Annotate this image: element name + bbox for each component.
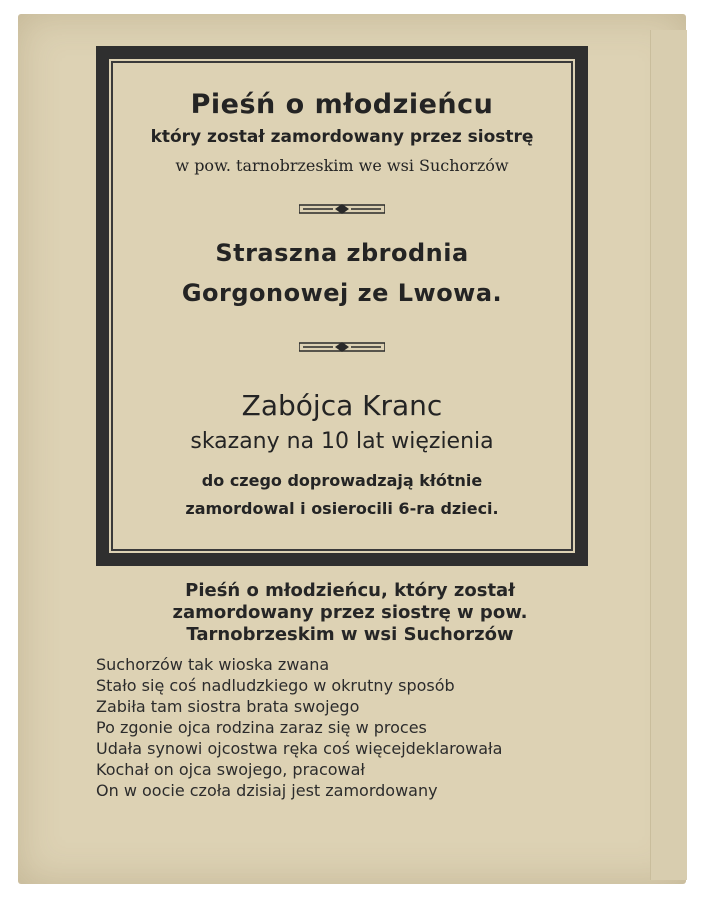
lyric-line: On w oocie czoła dzisiaj jest zamordowany — [96, 781, 438, 800]
frame-killer-name: Zabójca Kranc — [241, 389, 443, 422]
song-heading-line: zamordowany przez siostrę w pow. — [172, 602, 528, 623]
lyric-line: Zabiła tam siostra brata swojego — [96, 697, 360, 716]
ornament-divider-icon — [299, 203, 385, 215]
ornament-divider-icon — [299, 341, 385, 353]
song-heading-line: Pieśń o młodzieńcu, który został — [185, 580, 515, 601]
frame-sentence: skazany na 10 lat więzienia — [190, 429, 494, 454]
title-frame — [96, 46, 588, 566]
title-frame-content — [109, 59, 575, 553]
lyric-line: Kochał on ojca swojego, pracował — [96, 760, 365, 779]
frame-note-2: zamordowal i osierocili 6-ra dzieci. — [185, 499, 499, 518]
frame-subtitle-2: w pow. tarnobrzeskim we wsi Suchorzów — [175, 156, 509, 175]
lyric-line: Stało się coś nadludzkiego w okrutny sposób — [96, 676, 455, 695]
song-heading-line: Tarnobrzeskim w wsi Suchorzów — [186, 624, 514, 645]
song-heading — [80, 580, 620, 646]
lyric-line: Po zgonie ojca rodzina zaraz się w proces — [96, 718, 427, 737]
frame-heading-2: Gorgonowej ze Lwowa. — [181, 279, 503, 307]
frame-note-1: do czego doprowadzają kłótnie — [201, 471, 483, 490]
lyric-line: Suchorzów tak wioska zwana — [96, 655, 330, 674]
frame-heading-1: Straszna zbrodnia — [215, 239, 469, 267]
frame-subtitle-1: który został zamordowany przez siostrę — [150, 127, 534, 147]
frame-title: Pieśń o młodzieńcu — [190, 89, 494, 120]
song-lyrics — [96, 654, 656, 801]
lyric-line: Udała synowi ojcostwa ręka coś więcejdeklarowała — [96, 739, 503, 758]
